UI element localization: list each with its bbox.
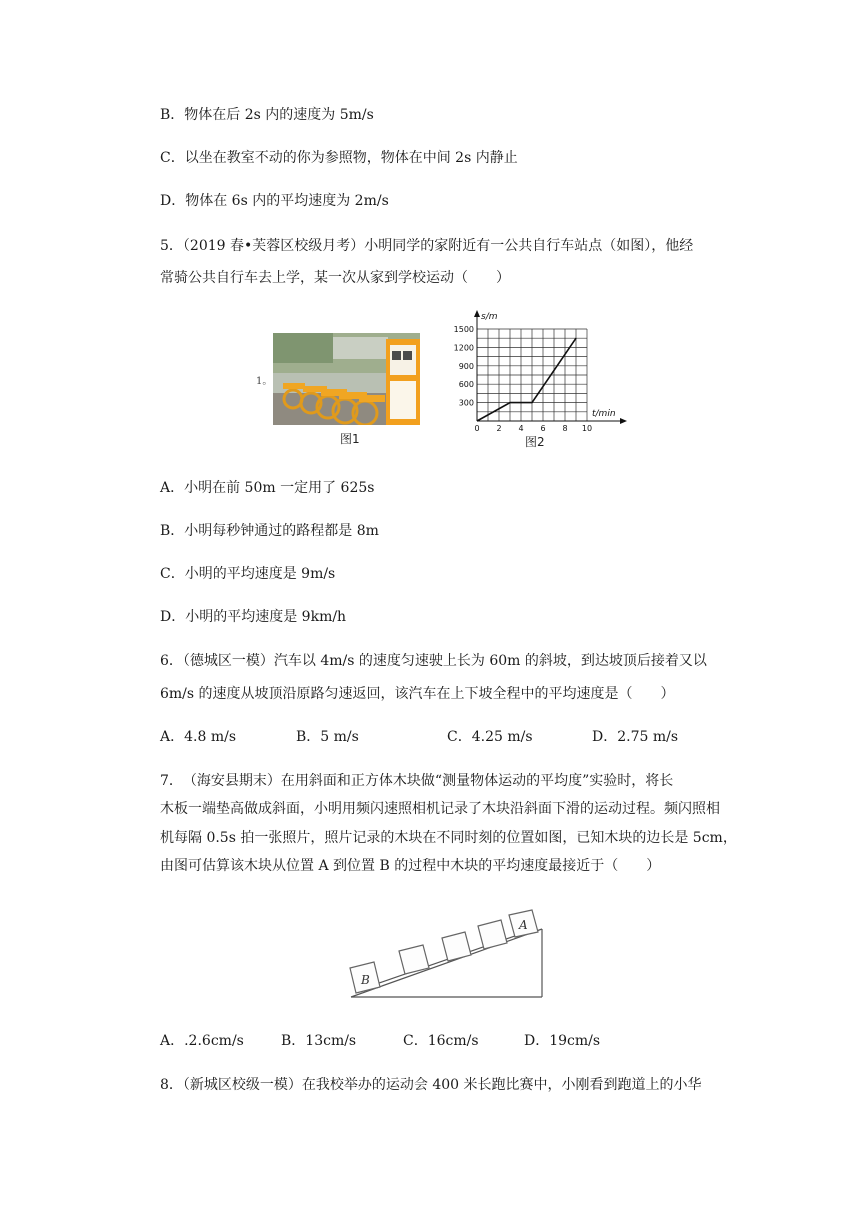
x-tick-label: 4 [518,424,524,433]
q5-option-d: D．小明的平均速度是 9km/h [160,609,347,625]
y-axis-label: s/m [481,312,498,322]
y-tick-label: 900 [458,361,474,371]
x-tick-label: 2 [496,424,502,433]
q6-option-d: D．2.75 m/s [592,729,679,745]
y-tick-label: 600 [458,380,474,390]
q6-option-a: A．4.8 m/s [160,729,237,745]
block-a-label: A [519,918,528,932]
x-tick-label: 6 [540,424,546,433]
distance-time-line [477,338,576,421]
figure-1-caption: 图1 [340,432,360,446]
q7-options [160,1031,620,1051]
q6-option-b: B．5 m/s [296,729,359,745]
incline-figure [345,905,550,1004]
s-t-graph [447,308,637,437]
q6-options [160,727,720,747]
x-tick-label: 10 [581,424,593,433]
q5-option-a: A．小明在前 50m 一定用了 625s [160,480,375,496]
block-b-label: B [361,973,370,987]
q7-stem-line4: 由图可估算该木块从位置 A 到位置 B 的过程中木块的平均速度最接近于（ ） [160,858,661,874]
y-tick-label: 1200 [453,343,474,353]
y-tick-label: 300 [458,398,474,408]
q8-stem-line1: 8．（新城区校级一模）在我校举办的运动会 400 米长跑比赛中，小刚看到跑道上的小华 [160,1077,702,1093]
bike-station-photo [273,333,420,425]
q6-stem-line1: 6．（德城区一模）汽车以 4m/s 的速度匀速驶上长为 60m 的斜坡，到达坡顶后接着又以 [160,653,707,669]
q6-stem-line2: 6m/s 的速度从坡顶沿原路匀速返回，该汽车在上下坡全程中的平均速度是（ ） [160,686,675,702]
figure-2-caption: 图2 [525,435,545,449]
q5-option-b: B．小明每秒钟通过的路程都是 8m [160,523,379,539]
q7-option-c: C．16cm/s [403,1033,479,1049]
q4-option-b: B．物体在后 2s 内的速度为 5m/s [160,107,374,123]
y-axis-arrow [474,310,480,317]
q7-option-d: D．19cm/s [524,1033,601,1049]
q5-stem-line1: 5．（2019 春•芙蓉区校级月考）小明同学的家附近有一公共自行车站点（如图），他经 [160,238,694,254]
x-tick-label: 0 [474,424,480,433]
q4-option-d: D．物体在 6s 内的平均速度为 2m/s [160,193,389,209]
q7-option-a: A．.2.6cm/s [160,1033,244,1049]
x-tick-label: 8 [562,424,568,433]
y-tick-label: 1500 [453,325,474,334]
q6-option-c: C．4.25 m/s [447,729,533,745]
q5-stem-line2: 常骑公共自行车去上学，某一次从家到学校运动（ ） [160,270,510,286]
q7-stem-line2: 木板一端垫高做成斜面，小明用频闪速照相机记录了木块沿斜面下滑的运动过程。频闪照相 [160,801,720,817]
q5-option-c: C．小明的平均速度是 9m/s [160,566,336,582]
photo-mark: 1。 [256,376,273,387]
x-axis-label: t/min [592,409,616,419]
q4-option-c: C．以坐在教室不动的你为参照物，物体在中间 2s 内静止 [160,150,518,166]
q7-option-b: B．13cm/s [281,1033,357,1049]
x-axis-arrow [620,418,627,424]
q7-stem-line1: 7． （海安县期末）在用斜面和正方体木块做“测量物体运动的平均度”实验时，将长 [160,773,674,789]
q7-stem-line3: 机每隔 0.5s 拍一张照片，照片记录的木块在不同时刻的位置如图，已知木块的边长是 5cm， [160,830,737,846]
